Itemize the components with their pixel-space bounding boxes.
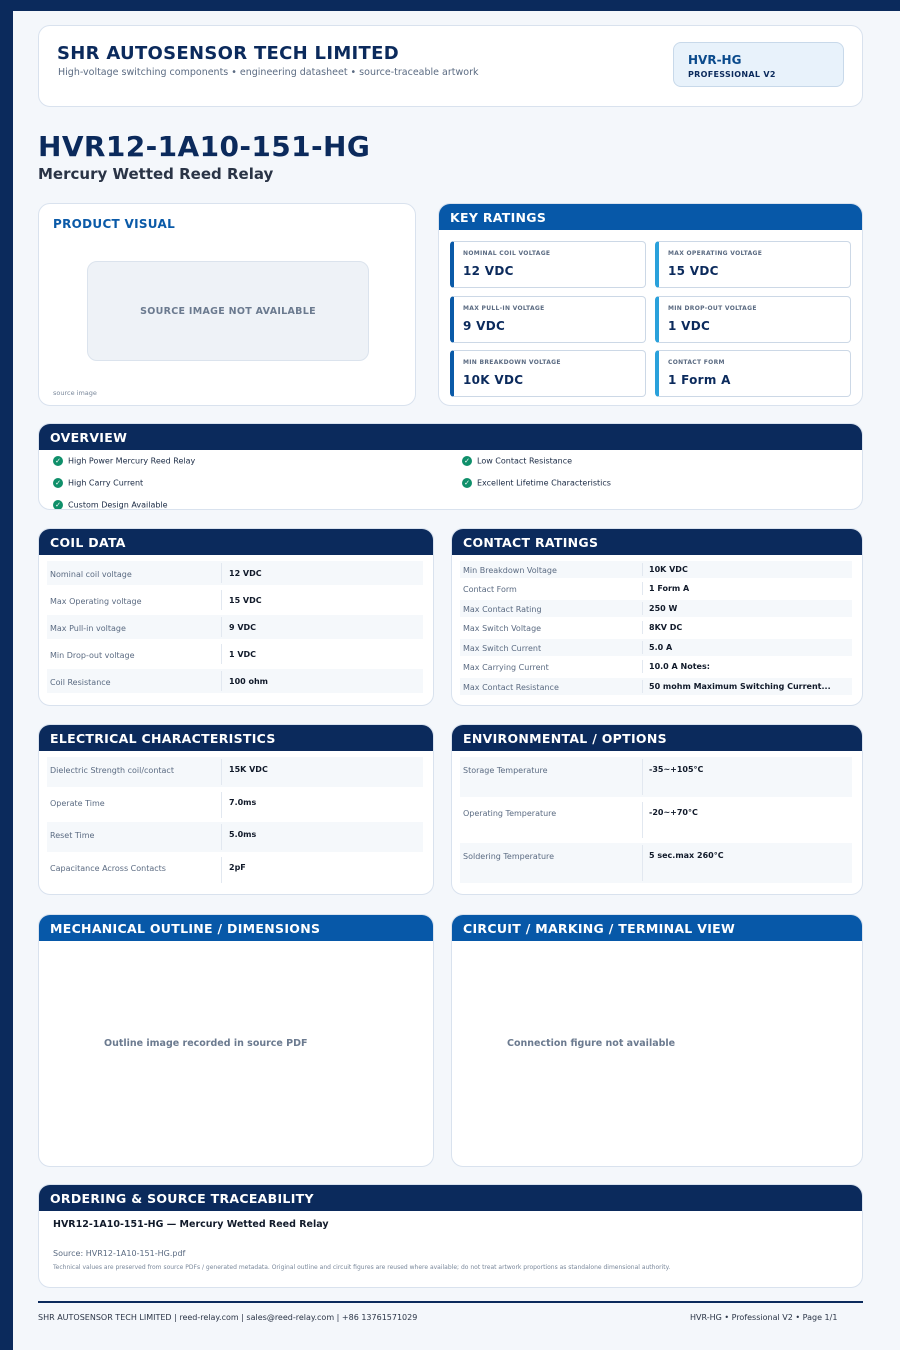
- table-row: [47, 669, 423, 693]
- product-image-placeholder: SOURCE IMAGE NOT AVAILABLE: [87, 261, 369, 361]
- row-label: Min Breakdown Voltage: [463, 566, 557, 575]
- rating-value: 9 VDC: [463, 319, 506, 333]
- table-row: [47, 757, 423, 787]
- overview-card: [38, 423, 863, 510]
- rating-value: 1 Form A: [668, 373, 731, 387]
- column-divider: [221, 644, 222, 664]
- column-divider: [642, 582, 643, 595]
- row-value: 8KV DC: [649, 623, 683, 632]
- overview-title: OVERVIEW: [39, 424, 862, 450]
- rating-tile: [655, 241, 851, 288]
- series-name: HVR-HG: [688, 53, 742, 67]
- row-label: Contact Form: [463, 585, 517, 594]
- row-value: 5 sec.max 260°C: [649, 851, 724, 860]
- overview-item: [53, 456, 195, 466]
- environmental-options-card: [451, 724, 863, 895]
- outline-placeholder: Outline image recorded in source PDF: [104, 1038, 308, 1049]
- table-row: [47, 615, 423, 639]
- overview-item-text: Excellent Lifetime Characteristics: [477, 478, 611, 488]
- overview-item-text: Low Contact Resistance: [477, 456, 573, 466]
- row-value: 100 ohm: [229, 677, 269, 686]
- overview-item: [462, 478, 611, 488]
- row-value: -20~+70°C: [649, 808, 698, 817]
- product-visual-card: [38, 203, 416, 406]
- rating-label: MIN DROP-OUT VOLTAGE: [668, 305, 757, 312]
- row-value: 250 W: [649, 604, 678, 613]
- check-icon: ✓: [462, 478, 472, 488]
- mechanical-outline-card: [38, 914, 434, 1167]
- ordering-traceability-card: [38, 1184, 863, 1288]
- row-label: Operate Time: [50, 799, 105, 808]
- table-row: [460, 639, 852, 656]
- coil-data-card: [38, 528, 434, 706]
- table-row: [47, 642, 423, 666]
- column-divider: [642, 602, 643, 615]
- column-divider: [642, 680, 643, 693]
- table-row: [460, 561, 852, 578]
- mechanical-outline-title: MECHANICAL OUTLINE / DIMENSIONS: [39, 915, 433, 941]
- row-value: 10K VDC: [649, 565, 688, 574]
- rating-label: NOMINAL COIL VOLTAGE: [463, 250, 551, 257]
- column-divider: [221, 824, 222, 850]
- row-value: 2pF: [229, 863, 246, 872]
- row-label: Dielectric Strength coil/contact: [50, 766, 174, 775]
- rating-tile: [655, 296, 851, 343]
- table-row: [47, 855, 423, 885]
- row-value: 10.0 A Notes:: [649, 662, 710, 671]
- column-divider: [221, 617, 222, 637]
- rating-tile: [655, 350, 851, 397]
- row-label: Max Switch Voltage: [463, 624, 542, 633]
- circuit-placeholder: Connection figure not available: [507, 1038, 676, 1049]
- row-value: 7.0ms: [229, 798, 257, 807]
- traceability-note: Technical values are preserved from source PDFs / generated metadata. Original outline and circuit figures are reused where available; do not treat artwork proportions as standalone dimensional authority.: [53, 1264, 671, 1271]
- overview-item: [53, 478, 143, 488]
- part-description: Mercury Wetted Reed Relay: [38, 165, 274, 183]
- contact-ratings-card: [451, 528, 863, 706]
- product-visual-title: PRODUCT VISUAL: [53, 217, 176, 231]
- row-value: 12 VDC: [229, 569, 262, 578]
- table-row: [460, 800, 852, 840]
- row-label: Max Contact Resistance: [463, 683, 559, 692]
- row-label: Max Contact Rating: [463, 605, 542, 614]
- row-label: Max Operating voltage: [50, 597, 142, 606]
- column-divider: [642, 641, 643, 654]
- column-divider: [221, 590, 222, 610]
- rating-value: 15 VDC: [668, 264, 719, 278]
- coil-data-title: COIL DATA: [39, 529, 433, 555]
- circuit-terminal-title: CIRCUIT / MARKING / TERMINAL VIEW: [452, 915, 862, 941]
- row-label: Max Pull-in voltage: [50, 624, 126, 633]
- top-accent-bar: [0, 0, 900, 11]
- column-divider: [642, 660, 643, 673]
- rating-tile: [450, 350, 646, 397]
- rating-value: 12 VDC: [463, 264, 514, 278]
- series-edition: PROFESSIONAL V2: [688, 70, 776, 79]
- rating-tile: [450, 296, 646, 343]
- footer-divider: [38, 1301, 863, 1303]
- row-value: 9 VDC: [229, 623, 257, 632]
- row-value: 15 VDC: [229, 596, 262, 605]
- check-icon: ✓: [462, 456, 472, 466]
- row-value: 1 VDC: [229, 650, 257, 659]
- row-value: 1 Form A: [649, 584, 690, 593]
- company-name: SHR AUTOSENSOR TECH LIMITED: [57, 43, 399, 64]
- part-number: HVR12-1A10-151-HG: [38, 130, 371, 163]
- rating-label: CONTACT FORM: [668, 359, 725, 366]
- source-file: Source: HVR12-1A10-151-HG.pdf: [53, 1249, 186, 1258]
- table-row: [460, 678, 852, 695]
- row-label: Soldering Temperature: [463, 852, 555, 861]
- contact-ratings-title: CONTACT RATINGS: [452, 529, 862, 555]
- check-icon: ✓: [53, 478, 63, 488]
- table-row: [460, 658, 852, 675]
- column-divider: [221, 563, 222, 583]
- overview-item: [462, 456, 572, 466]
- company-tagline: High-voltage switching components • engineering datasheet • source-traceable artwork: [58, 67, 479, 78]
- overview-item-text: High Power Mercury Reed Relay: [68, 456, 196, 466]
- product-image-caption: source image: [53, 389, 97, 397]
- row-label: Storage Temperature: [463, 766, 548, 775]
- electrical-characteristics-title: ELECTRICAL CHARACTERISTICS: [39, 725, 433, 751]
- environmental-options-title: ENVIRONMENTAL / OPTIONS: [452, 725, 862, 751]
- column-divider: [642, 563, 643, 576]
- row-value: 15K VDC: [229, 765, 268, 774]
- row-value: 5.0ms: [229, 830, 257, 839]
- footer-page-info: HVR-HG • Professional V2 • Page 1/1: [690, 1313, 838, 1322]
- column-divider: [642, 621, 643, 634]
- row-label: Nominal coil voltage: [50, 570, 132, 579]
- key-ratings-card: [438, 203, 863, 406]
- column-divider: [642, 802, 643, 838]
- column-divider: [221, 671, 222, 691]
- column-divider: [642, 759, 643, 795]
- circuit-terminal-card: [451, 914, 863, 1167]
- rating-value: 1 VDC: [668, 319, 711, 333]
- ordering-line: HVR12-1A10-151-HG — Mercury Wetted Reed Relay: [53, 1219, 329, 1230]
- row-label: Max Switch Current: [463, 644, 542, 653]
- rating-label: MAX OPERATING VOLTAGE: [668, 250, 763, 257]
- row-value: -35~+105°C: [649, 765, 704, 774]
- check-icon: ✓: [53, 456, 63, 466]
- row-label: Operating Temperature: [463, 809, 557, 818]
- table-row: [460, 580, 852, 597]
- ordering-title: ORDERING & SOURCE TRACEABILITY: [39, 1185, 862, 1211]
- table-row: [460, 600, 852, 617]
- row-label: Min Drop-out voltage: [50, 651, 135, 660]
- key-ratings-title: KEY RATINGS: [439, 204, 862, 230]
- rating-value: 10K VDC: [463, 373, 524, 387]
- rating-label: MAX PULL-IN VOLTAGE: [463, 305, 545, 312]
- table-row: [47, 588, 423, 612]
- row-label: Capacitance Across Contacts: [50, 864, 166, 873]
- footer-contact: SHR AUTOSENSOR TECH LIMITED | reed-relay.com | sales@reed-relay.com | +86 13761571029: [38, 1313, 418, 1322]
- electrical-characteristics-card: [38, 724, 434, 895]
- rating-tile: [450, 241, 646, 288]
- row-value: 50 mohm Maximum Switching Current...: [649, 682, 831, 691]
- row-value: 5.0 A: [649, 643, 673, 652]
- document-header: [38, 25, 863, 107]
- overview-item-text: Custom Design Available: [68, 500, 168, 510]
- series-badge: [673, 42, 844, 87]
- row-label: Coil Resistance: [50, 678, 111, 687]
- column-divider: [221, 792, 222, 818]
- table-row: [460, 757, 852, 797]
- table-row: [460, 619, 852, 636]
- column-divider: [221, 857, 222, 883]
- column-divider: [642, 845, 643, 881]
- table-row: [47, 561, 423, 585]
- row-label: Max Carrying Current: [463, 663, 549, 672]
- table-row: [47, 822, 423, 852]
- overview-item: [53, 500, 168, 510]
- left-accent-bar: [0, 0, 13, 1350]
- check-icon: ✓: [53, 500, 63, 510]
- table-row: [47, 790, 423, 820]
- row-label: Reset Time: [50, 831, 95, 840]
- column-divider: [221, 759, 222, 785]
- overview-item-text: High Carry Current: [68, 478, 144, 488]
- rating-label: MIN BREAKDOWN VOLTAGE: [463, 359, 561, 366]
- table-row: [460, 843, 852, 883]
